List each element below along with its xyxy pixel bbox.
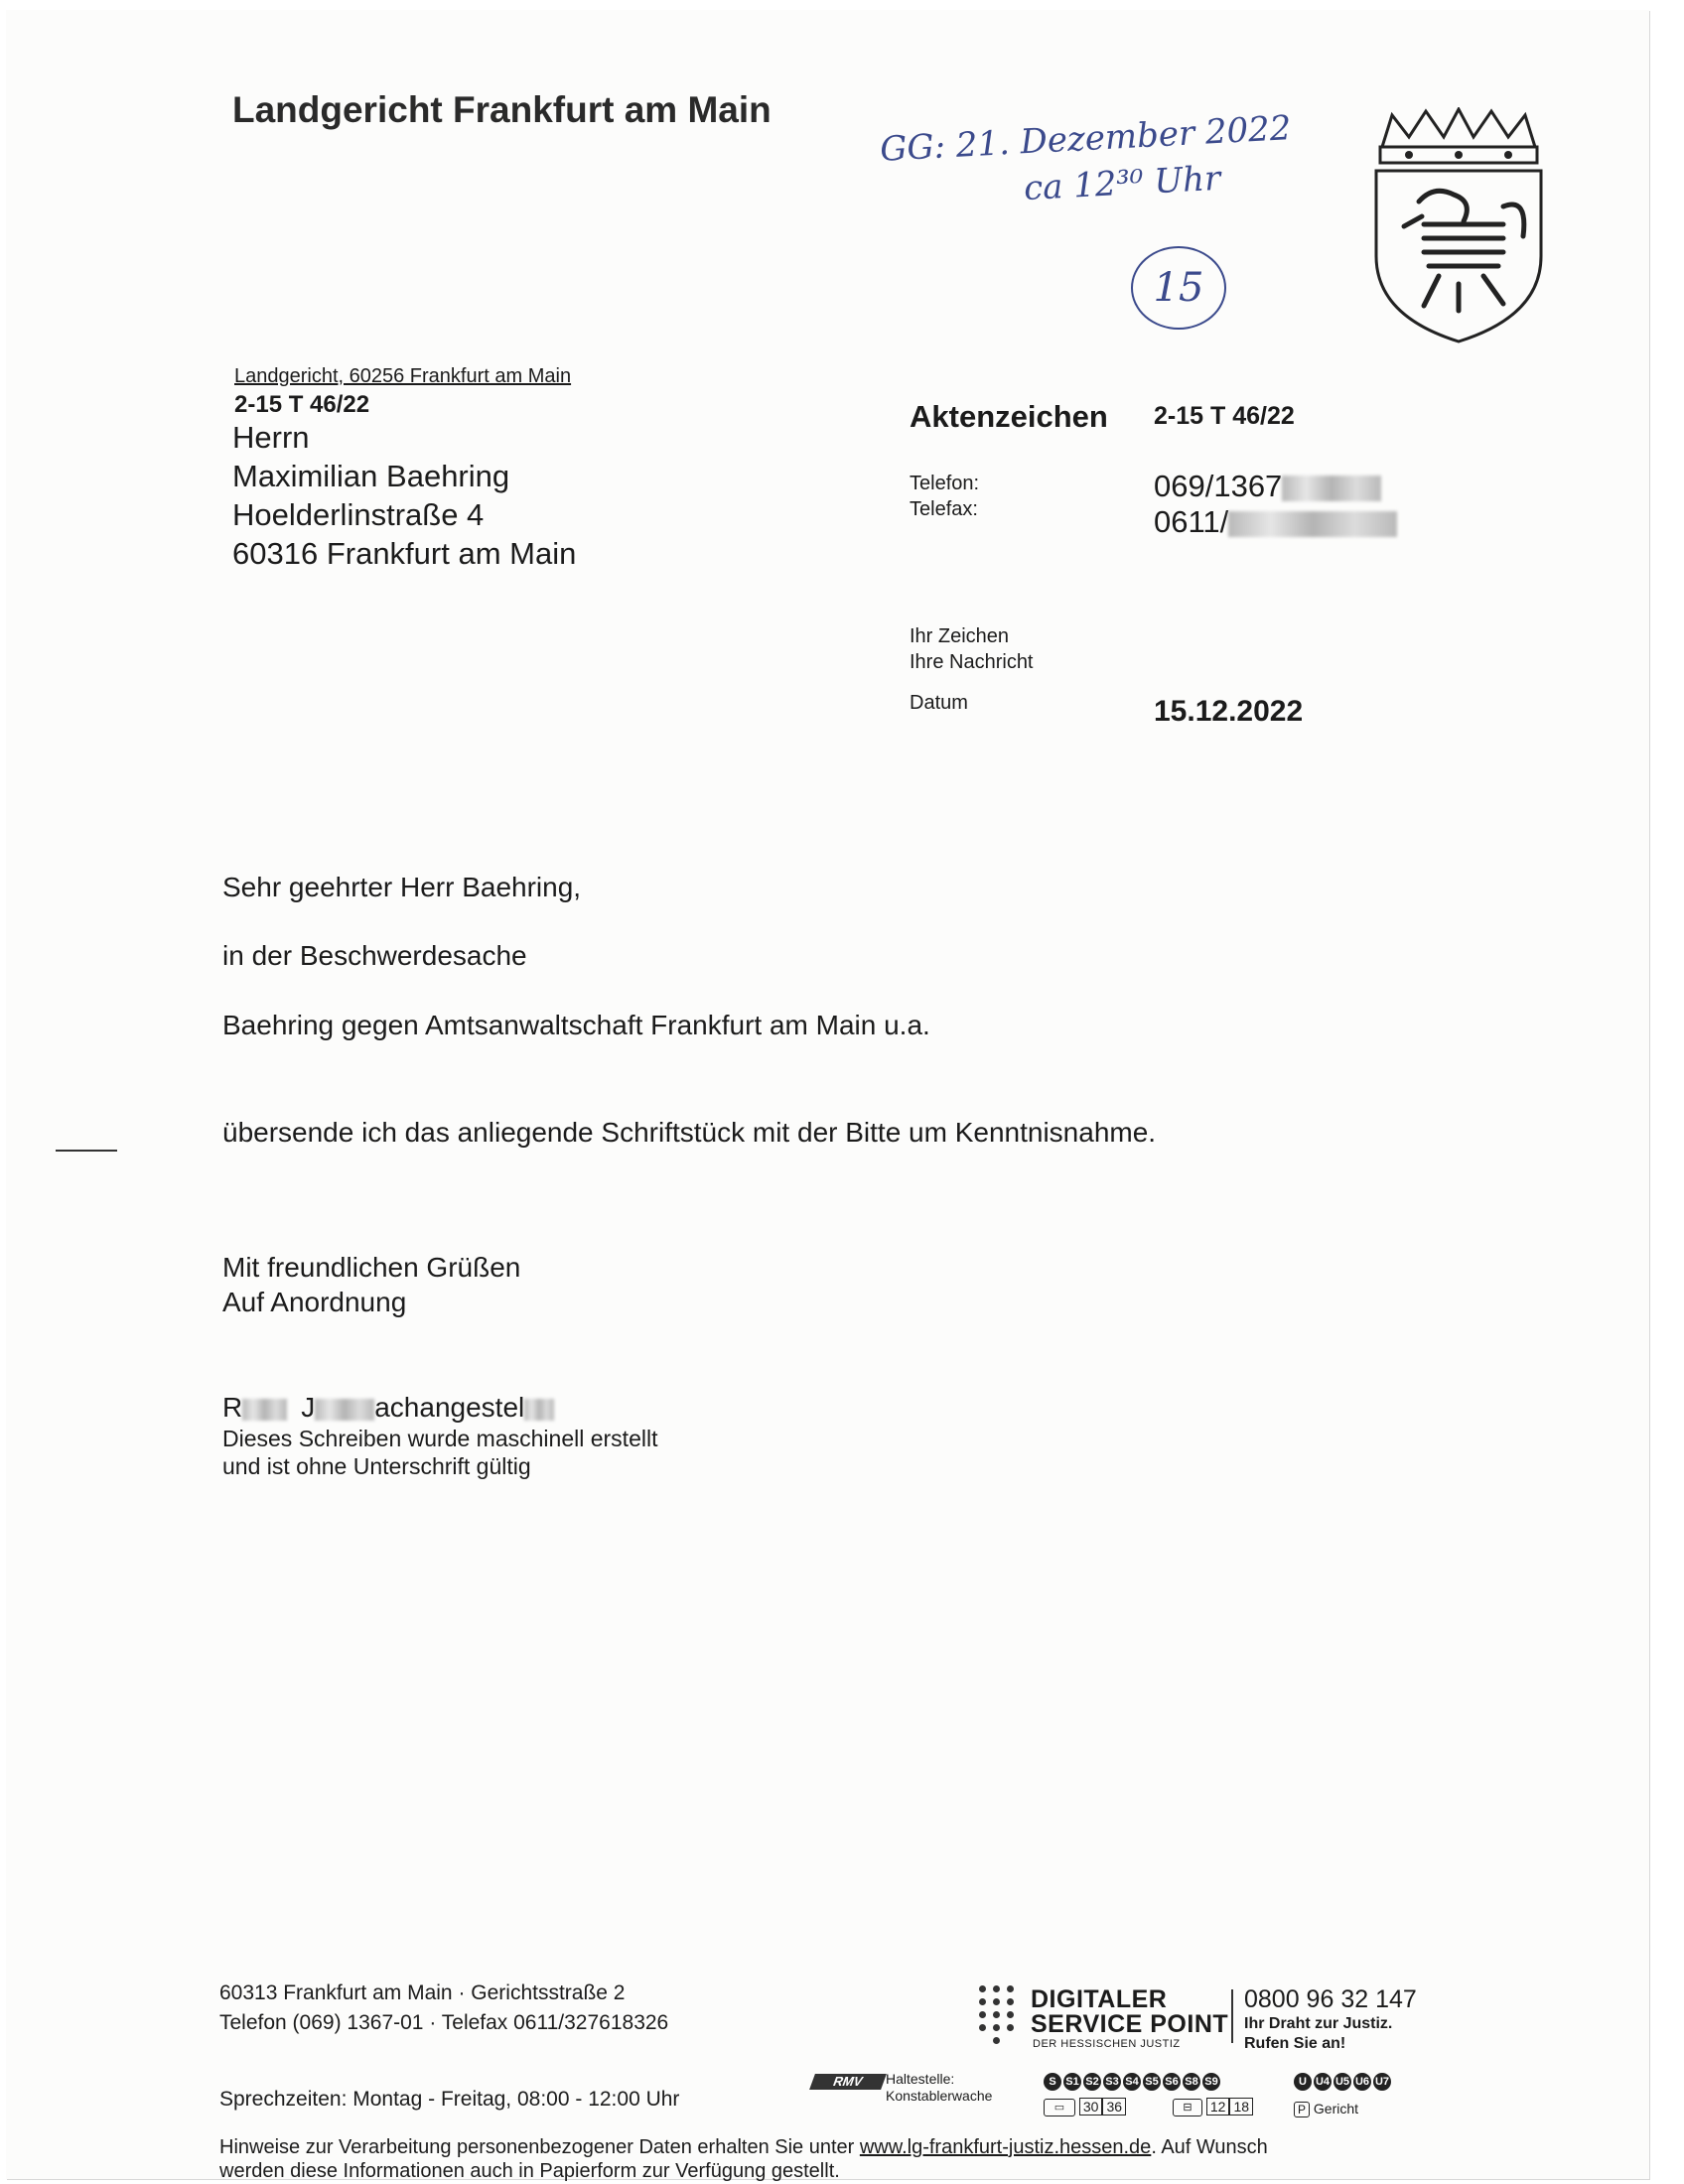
sbahn-badge: S1 — [1063, 2073, 1081, 2091]
recipient-reference: 2-15 T 46/22 — [234, 391, 370, 418]
stop-label: Haltestelle: — [886, 2071, 955, 2087]
case-title: Baehring gegen Amtsanwaltschaft Frankfurt am Main u.a. — [222, 1010, 930, 1040]
sbahn-badge: S4 — [1123, 2073, 1141, 2091]
telefax-label: Telefax: — [910, 498, 978, 520]
signer-line — [222, 1392, 554, 1424]
aktenzeichen-value: 2-15 T 46/22 — [1154, 402, 1295, 430]
redaction-blur — [1228, 511, 1397, 537]
ihr-zeichen-label: Ihr Zeichen — [910, 625, 1010, 647]
machine-note-line1: Dieses Schreiben wurde maschinell erstellt — [222, 1426, 658, 1451]
recipient-city: 60316 Frankfurt am Main — [232, 536, 577, 571]
ubahn-badge: U6 — [1353, 2073, 1371, 2091]
datum-value: 15.12.2022 — [1154, 695, 1304, 728]
signer-name-initial: J — [301, 1392, 316, 1423]
ubahn-badge: U5 — [1333, 2073, 1351, 2091]
tram-line: 18 — [1229, 2098, 1253, 2116]
telefax-value: 0611/ — [1154, 504, 1229, 539]
footer-divider — [1231, 1989, 1233, 2043]
sbahn-badge: S3 — [1103, 2073, 1121, 2091]
service-point-logo-icon — [979, 1985, 1019, 2047]
closing-regards: Mit freundlichen Grüßen — [222, 1252, 521, 1283]
privacy-text-end: . Auf Wunsch — [1151, 2136, 1268, 2158]
parking-icon: P — [1294, 2102, 1310, 2117]
bus-icon: ▭ — [1044, 2099, 1075, 2116]
redaction-blur — [524, 1399, 554, 1421]
sbahn-badge: S — [1044, 2073, 1061, 2091]
handwritten-time-note: ca 12³⁰ Uhr — [1023, 158, 1222, 209]
fold-mark — [56, 1150, 117, 1152]
footer-phone-fax: Telefon (069) 1367-01 · Telefax 0611/327618326 — [219, 2011, 669, 2034]
ubahn-lines — [1294, 2072, 1393, 2091]
rmv-logo: RMV — [809, 2074, 887, 2090]
telefon-label: Telefon: — [910, 473, 980, 494]
court-name: Landgericht Frankfurt am Main — [232, 89, 772, 130]
closing-order: Auf Anordnung — [222, 1287, 407, 1317]
redaction-blur — [242, 1399, 287, 1421]
sbahn-badge: S8 — [1183, 2073, 1200, 2091]
privacy-line1 — [219, 2136, 1268, 2159]
privacy-line2: werden diese Informationen auch in Papierform zur Verfügung gestellt. — [219, 2160, 840, 2182]
sbahn-badge: S2 — [1083, 2073, 1101, 2091]
sbahn-badge: S5 — [1143, 2073, 1161, 2091]
signer-title: achangestel — [374, 1392, 525, 1423]
handwritten-date-note: GG: 21. Dezember 2022 — [879, 108, 1293, 170]
tram-lines — [1173, 2099, 1253, 2116]
sbahn-badge: S6 — [1163, 2073, 1181, 2091]
machine-note-line2: und ist ohne Unterschrift gültig — [222, 1453, 531, 1479]
footer-address: 60313 Frankfurt am Main · Gerichtsstraße 2 — [219, 1981, 626, 2004]
bus-line: 36 — [1102, 2098, 1126, 2116]
privacy-link[interactable]: www.lg-frankfurt-justiz.hessen.de — [859, 2136, 1152, 2158]
bus-line: 30 — [1079, 2098, 1103, 2116]
hessen-coat-of-arms-icon — [1364, 107, 1553, 345]
request-text: übersende ich das anliegende Schriftstück mit der Bitte um Kenntnisnahme. — [222, 1117, 1157, 1148]
recipient-name: Maximilian Baehring — [232, 459, 510, 493]
letter-page — [6, 10, 1649, 2182]
dsp-line1: DIGITALER — [1031, 1985, 1168, 2013]
aktenzeichen-label: Aktenzeichen — [910, 399, 1108, 434]
telefon-row — [1154, 469, 1381, 504]
privacy-text: Hinweise zur Verarbeitung personenbezogener Daten erhalten Sie unter — [219, 2136, 860, 2158]
parking-court — [1294, 2101, 1358, 2117]
dsp-line3: DER HESSISCHEN JUSTIZ — [1033, 2038, 1181, 2050]
ubahn-badge: U — [1294, 2073, 1312, 2091]
ubahn-badge: U7 — [1373, 2073, 1391, 2091]
greeting: Sehr geehrter Herr Baehring, — [222, 872, 582, 902]
dsp-phone: 0800 96 32 147 — [1244, 1985, 1417, 2013]
dsp-tagline1: Ihr Draht zur Justiz. — [1244, 2015, 1393, 2032]
datum-label: Datum — [910, 692, 968, 714]
recipient-street: Hoelderlinstraße 4 — [232, 497, 485, 532]
redaction-blur — [315, 1399, 374, 1421]
footer-hours: Sprechzeiten: Montag - Freitag, 08:00 - 12:00 Uhr — [219, 2088, 680, 2111]
tram-icon: ⊟ — [1173, 2099, 1202, 2116]
signer-initial: R — [222, 1392, 243, 1423]
handwritten-page-number: 15 — [1131, 246, 1226, 330]
court-label: Gericht — [1313, 2101, 1359, 2116]
sbahn-badge: S9 — [1202, 2073, 1220, 2091]
tram-line: 12 — [1206, 2098, 1230, 2116]
redaction-blur — [1282, 476, 1381, 501]
dsp-tagline2: Rufen Sie an! — [1244, 2035, 1346, 2052]
dsp-line2: SERVICE POINT — [1031, 2010, 1229, 2038]
case-intro: in der Beschwerdesache — [222, 940, 527, 971]
stop-name: Konstablerwache — [886, 2088, 993, 2104]
ihre-nachricht-label: Ihre Nachricht — [910, 651, 1034, 673]
sbahn-lines — [1044, 2072, 1222, 2091]
recipient-salutation: Herrn — [232, 420, 310, 455]
return-address: Landgericht, 60256 Frankfurt am Main — [234, 365, 572, 387]
bus-lines — [1044, 2099, 1126, 2116]
telefon-value: 069/1367 — [1154, 469, 1283, 503]
telefax-row — [1154, 504, 1397, 540]
ubahn-badge: U4 — [1314, 2073, 1332, 2091]
